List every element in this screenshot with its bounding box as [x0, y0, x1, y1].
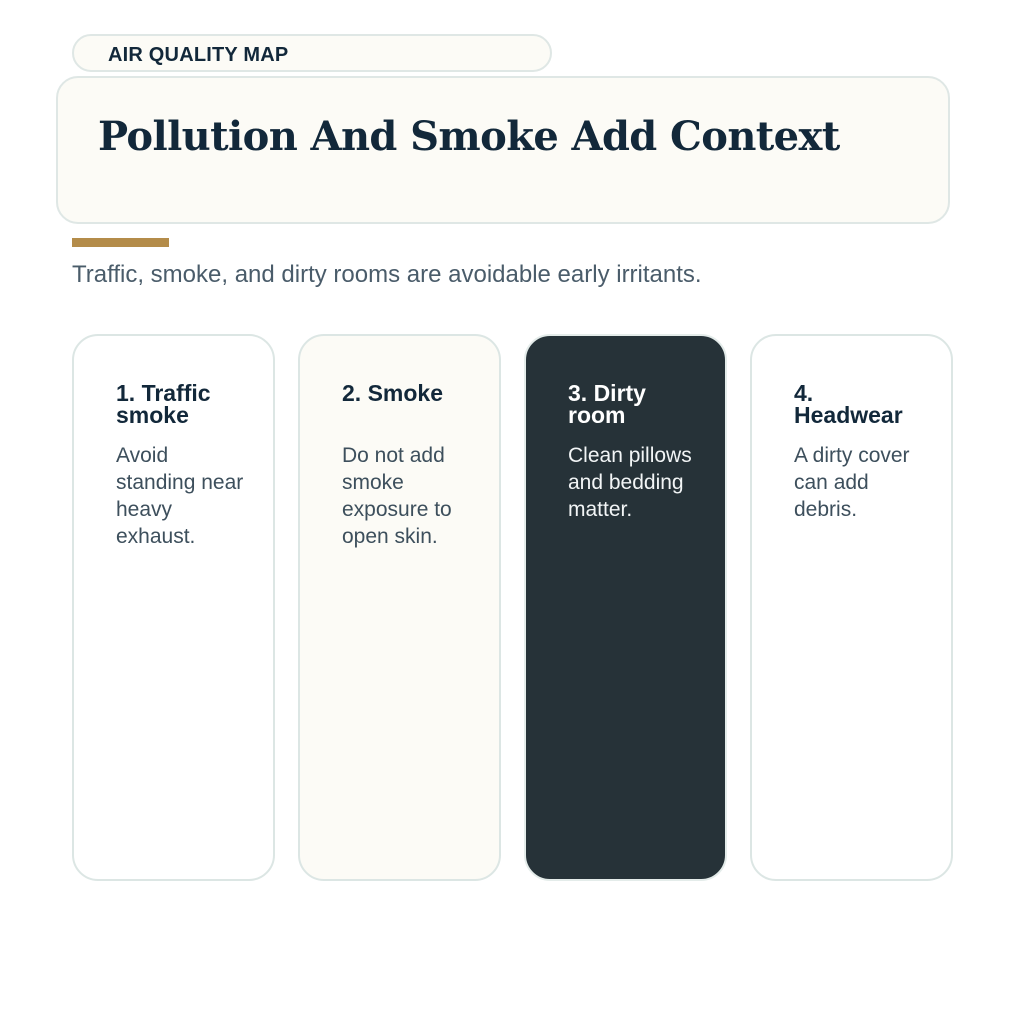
card-body: Clean pillows and bedding matter. [568, 444, 692, 521]
card-smoke [298, 334, 501, 881]
card-body: A dirty cover can add debris. [794, 444, 910, 521]
card-title: 1. Traffic smoke [116, 380, 211, 428]
card-headwear [750, 334, 953, 881]
card-title: 2. Smoke [342, 380, 443, 406]
card-title: 3. Dirty room [568, 380, 646, 428]
eyebrow-text: AIR QUALITY MAP [108, 44, 289, 66]
accent-divider [72, 238, 169, 247]
page-title: Pollution And Smoke Add Context [98, 113, 840, 160]
title-panel [56, 76, 950, 224]
card-dirty-room [524, 334, 727, 881]
card-body: Do not add smoke exposure to open skin. [342, 444, 452, 548]
eyebrow-label [72, 34, 552, 72]
card-title: 4. Headwear [794, 380, 903, 428]
card-traffic-smoke [72, 334, 275, 881]
page-subtitle: Traffic, smoke, and dirty rooms are avoidable early irritants. [72, 261, 702, 288]
card-body: Avoid standing near heavy exhaust. [116, 444, 244, 548]
